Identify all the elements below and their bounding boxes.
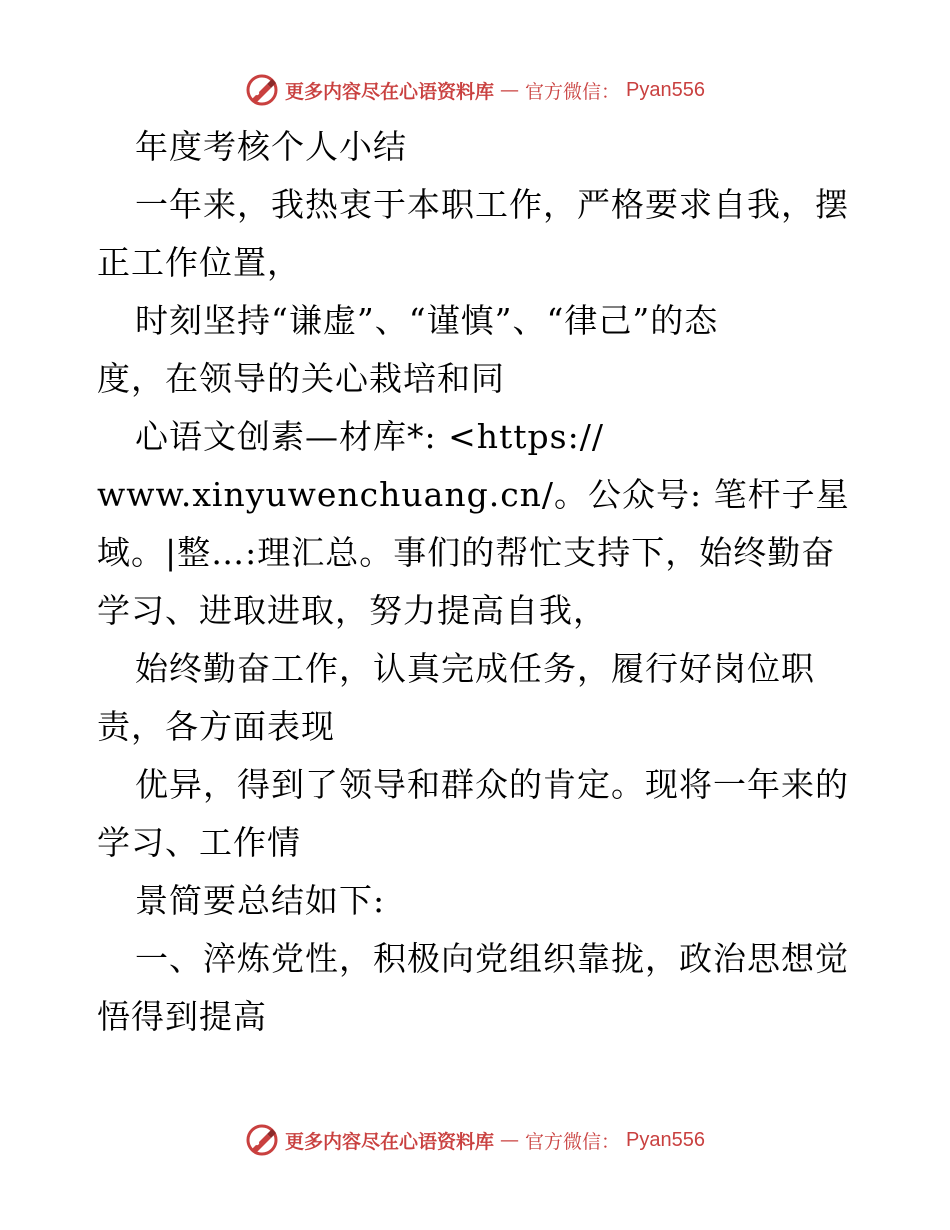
- paragraph-line: 正工作位置，: [97, 243, 301, 282]
- paragraph-line: 责，各方面表现: [97, 707, 335, 746]
- paragraph-line: 学习、进取进取，努力提高自我，: [97, 591, 607, 630]
- paragraph-line: 优异，得到了领导和群众的肯定。现将一年来的: [135, 765, 849, 804]
- document-title: 年度考核个人小结: [135, 127, 407, 166]
- watermark-wechat-label: 官方微信：: [525, 1130, 621, 1153]
- watermark-separator: —: [500, 79, 520, 101]
- section-heading-line: 悟得到提高: [97, 997, 267, 1036]
- paragraph-line: 一年来，我热衷于本职工作，严格要求自我，摆: [135, 185, 849, 224]
- pen-logo-icon: [245, 1123, 279, 1157]
- watermark-group: [245, 73, 705, 107]
- section-heading-line: 一、淬炼党性，积极向党组织靠拢，政治思想觉: [135, 939, 849, 978]
- watermark-text: 更多内容尽在心语资料库: [285, 80, 495, 103]
- watermark-wechat-label: 官方微信：: [525, 80, 621, 103]
- watermark-wechat-id: Pyan556: [626, 78, 705, 101]
- pen-logo-icon: [245, 73, 279, 107]
- paragraph-line: 域。|整…:理汇总。事们的帮忙支持下，始终勤奋: [97, 533, 836, 572]
- watermark-group: [245, 1123, 705, 1157]
- watermark-text: 更多内容尽在心语资料库: [285, 1130, 495, 1153]
- paragraph-line: 时刻坚持“谦虚”、“谨慎”、“律己”的态: [135, 301, 719, 340]
- paragraph-line: 度，在领导的关心栽培和同: [97, 359, 505, 398]
- paragraph-line: 景简要总结如下:: [135, 881, 386, 920]
- watermark-wechat-id: Pyan556: [626, 1128, 705, 1151]
- paragraph-line: 始终勤奋工作，认真完成任务，履行好岗位职: [135, 649, 815, 688]
- document-body: [97, 118, 857, 1046]
- paragraph-line: 学习、工作情: [97, 823, 301, 862]
- watermark-separator: —: [500, 1129, 520, 1151]
- paragraph-line: 心语文创素—材库*: <https://: [135, 417, 604, 456]
- paragraph-line: www.xinyuwenchuang.cn/。公众号: 笔杆子星: [97, 475, 850, 514]
- footer-watermark-banner: [0, 1120, 950, 1160]
- header-watermark-banner: [0, 70, 950, 110]
